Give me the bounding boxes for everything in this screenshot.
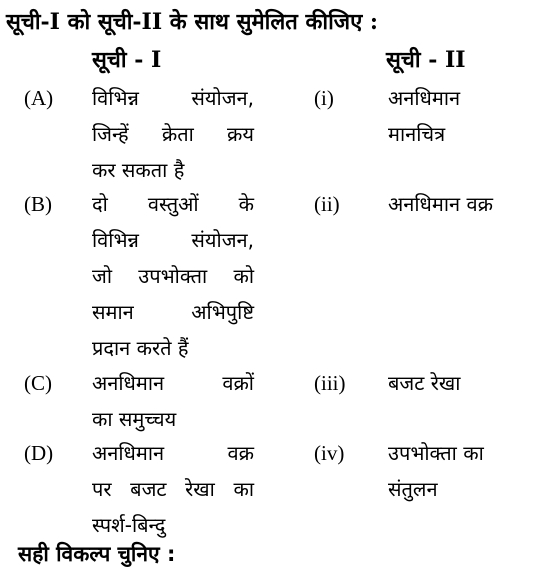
list2-item-ii — [388, 186, 538, 222]
list1-line: जो उपभोक्ता को — [92, 264, 254, 288]
list1-line: जिन्हें क्रेता क्रय — [92, 122, 254, 146]
list1-item-c — [92, 365, 254, 437]
list1-line: कर सकता है — [92, 158, 185, 182]
list2-line: मानचित्र — [388, 122, 446, 146]
row-label: (B) — [24, 192, 52, 216]
roman-label: (ii) — [314, 192, 340, 216]
roman-label: (iii) — [314, 371, 346, 395]
list2-line: बजट रेखा — [388, 371, 461, 395]
roman-label: (i) — [314, 86, 334, 110]
list2-item-i — [388, 80, 538, 152]
list1-heading: सूची - I — [92, 47, 162, 73]
list2-item-iv — [388, 435, 538, 507]
list1-item-a — [92, 80, 254, 188]
list1-line: अनधिमान वक्र — [92, 441, 254, 465]
list2-line: संतुलन — [388, 477, 438, 501]
list1-line: विभिन्न संयोजन, — [92, 228, 254, 252]
question-title: सूची-I को सूची-II के साथ सुमेलित कीजिए : — [6, 9, 379, 35]
row-label: (D) — [24, 441, 54, 465]
list1-line: पर बजट रेखा का — [92, 477, 254, 501]
list1-line: समान अभिपुष्टि — [92, 300, 254, 324]
list1-line: दो वस्तुओं के — [92, 192, 254, 216]
list2-heading: सूची - II — [386, 47, 466, 73]
list1-line: विभिन्न संयोजन, — [92, 86, 254, 110]
list2-item-iii — [388, 365, 538, 401]
instruction-text: सही विकल्प चुनिए : — [18, 542, 176, 566]
list1-line: का समुच्चय — [92, 407, 177, 431]
list1-line: स्पर्श-बिन्दु — [92, 513, 166, 537]
roman-label: (iv) — [314, 441, 345, 465]
list1-line: अनधिमान वक्रों — [92, 371, 254, 395]
row-label: (C) — [24, 371, 52, 395]
list1-line: प्रदान करते हैं — [92, 336, 189, 360]
list2-line: अनधिमान वक्र — [388, 192, 493, 216]
row-label: (A) — [24, 86, 54, 110]
list2-line: अनधिमान — [388, 86, 461, 110]
list1-item-d — [92, 435, 254, 543]
list2-line: उपभोक्ता का — [388, 441, 484, 465]
list1-item-b — [92, 186, 254, 366]
